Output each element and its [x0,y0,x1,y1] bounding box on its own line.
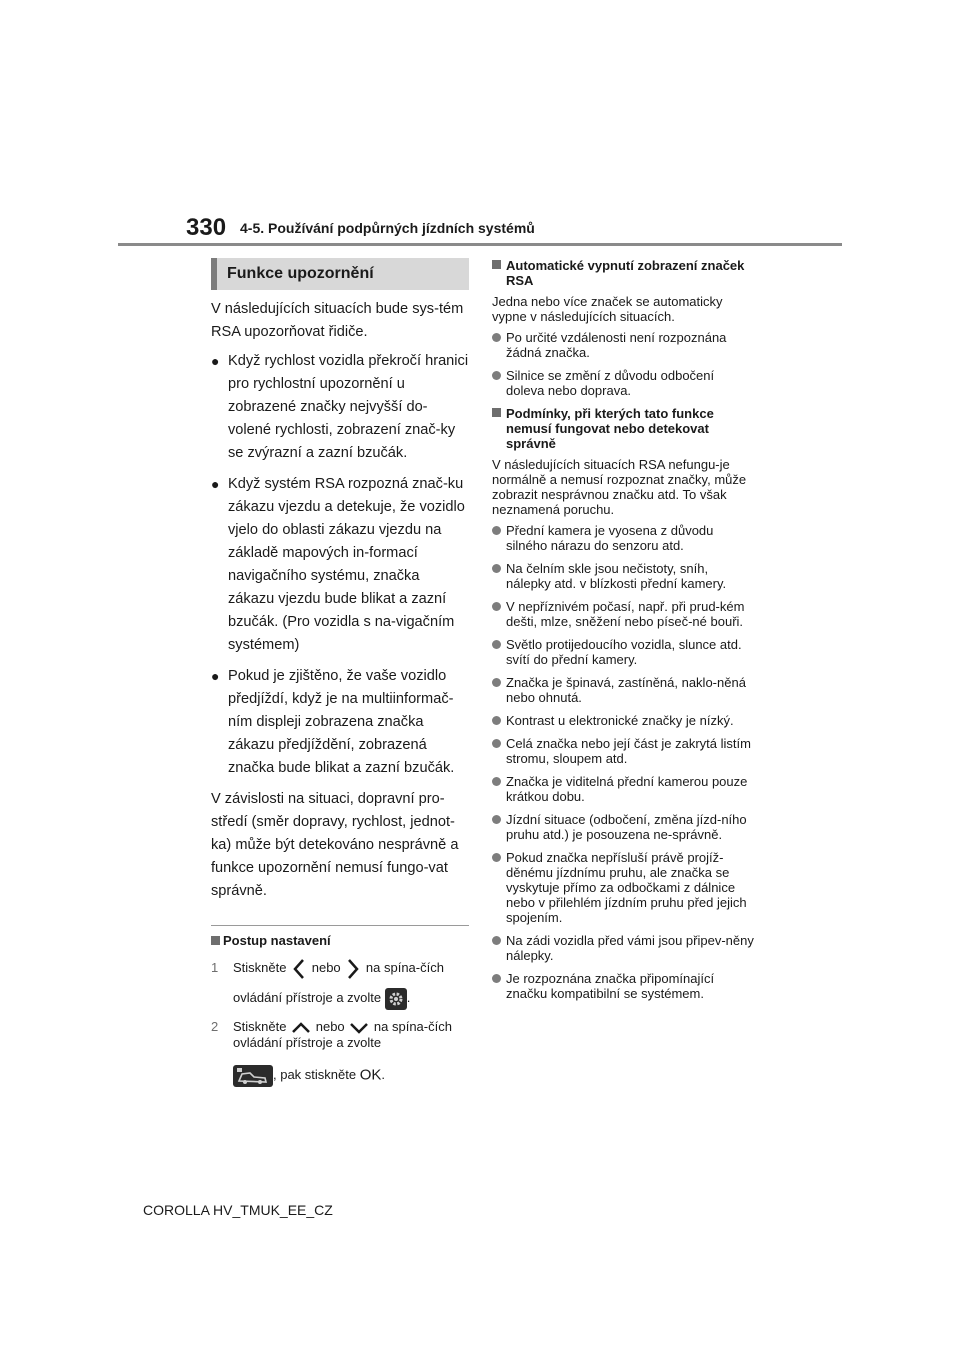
step-text: nebo [315,1019,345,1034]
step-number: 2 [211,1019,219,1034]
procedure-heading-text: Postup nastavení [223,933,331,948]
bullet-icon [492,678,501,687]
list-item-text: Pokud značka nepřísluší právě projíž-děnému jízdnímu pruhu, ale značka se vyskytuje přímo za odbočkami z dálnice nebo v přilehlém jízdním pruhu před jejich spojením. [506,850,747,925]
section-title: Funkce upozornění [211,258,469,290]
list-item-text: Silnice se změní z důvodu odbočení doleva nebo doprava. [506,368,715,398]
step-text: nebo [311,960,341,975]
list-item-text: Po určité vzdálenosti není rozpoznána žádná značka. [506,330,727,360]
list-item-text: Značka je špinavá, zastíněná, naklo-něná nebo ohnutá. [506,675,746,705]
list-item [492,330,754,360]
list-item [492,637,754,667]
left-column [211,258,469,1088]
auto-off-text: Jedna nebo více značek se automaticky vypne v následujících situacích. [492,294,723,324]
bullet-icon [492,739,501,748]
step-text: . [381,1067,386,1082]
step-1 [211,953,469,1013]
list-item-text: Je rozpoznána značka připomínající značku kompatibilní se systémem. [506,971,715,1001]
page-number: 330 [186,214,227,241]
list-item [492,523,754,553]
bullet-icon: ● [211,353,220,369]
step-text: Stiskněte [233,1019,287,1034]
list-item-text: Světlo protijedoucího vozidla, slunce atd. svítí do přední kamery. [506,637,742,667]
square-bullet-icon [492,408,501,417]
right-column [492,258,754,1009]
square-bullet-icon [492,260,501,269]
bullet-icon [492,853,501,862]
list-item-text: V nepříznivém počasí, např. při prud-kém dešti, mlze, sněžení nebo píseč-né bouři. [506,599,745,629]
step-text: na spína-čích ovládání přístroje a zvolte [233,1019,452,1050]
conditions-text: V následujících situacích RSA nefungu-je normálně a nemusí rozpoznat značky, může zobrazit nesprávnou značku atd. To však neznamená poruchu. [492,457,747,517]
section-divider [211,925,469,926]
footer-model: COROLLA HV_TMUK_EE_CZ [143,1202,333,1218]
list-item [492,812,754,842]
auto-off-heading-text: Automatické vypnutí zobrazení značek RSA [506,258,745,288]
chevron-left-icon [290,957,308,981]
bullet-icon [492,564,501,573]
list-item [492,933,754,963]
chapter-title: 4-5. Používání podpůrných jízdních systémů [240,220,535,236]
chevron-down-icon [348,1021,370,1035]
bullet-icon [492,333,501,342]
step-text: . [406,990,411,1005]
procedure-heading [211,933,469,949]
auto-off-list [492,330,754,398]
intro-paragraph: V následujících situacích bude sys-tém RSA upozorňovat řidiče. [211,301,464,340]
ok-button-symbol: OK [359,1066,382,1084]
step-number: 1 [211,960,219,975]
step-text: Stiskněte [233,960,287,975]
settings-gear-icon [385,988,407,1010]
bullet-icon: ● [211,476,220,492]
list-item [211,473,469,657]
list-item [492,675,754,705]
step-2-continuation [233,1063,469,1088]
bullet-icon [492,526,501,535]
auto-off-heading [492,258,754,288]
bullet-icon [492,371,501,380]
list-item-text: Pokud je zjištěno, že vaše vozidlo předjíždí, když je na multiinformač-ním displeji zobrazena značka zákazu předjíždění, zobrazená značka bude blikat a zazní bzučák. [228,668,455,776]
step-text: , pak stiskněte [273,1067,357,1082]
bullet-icon [492,974,501,983]
header-rule [118,243,842,246]
step-2 [211,1019,469,1088]
bullet-icon: ● [211,668,220,684]
list-item [492,971,754,1001]
step-text: na spína-čích ovládání přístroje a zvolte [233,960,444,1005]
list-item [492,713,754,728]
bullet-icon [492,602,501,611]
list-item-text: Značka je viditelná přední kamerou pouze krátkou dobu. [506,774,748,804]
bullet-icon [492,936,501,945]
conditions-list [492,523,754,1001]
list-item [492,561,754,591]
chevron-right-icon [344,957,362,981]
list-item [211,665,469,780]
list-item [211,350,469,465]
list-item-text: Na zádi vozidla před vámi jsou připev-něny nálepky. [506,933,754,963]
procedure-steps [211,953,469,1088]
bullet-icon [492,777,501,786]
situation-paragraph: V závislosti na situaci, dopravní pro-středí (směr dopravy, rychlost, jednot-ka) může být detekováno nesprávně a funkce upozornění nemusí fungo-vat správně. [211,791,459,899]
list-item [492,368,754,398]
list-item-text: Když systém RSA rozpozná znač-ku zákazu vjezdu a detekuje, že vozidlo vjelo do oblasti zákazu vjezdu na základě mapových in-formací navigačního systému, značka zákazu vjezdu bude blikat a zazní bzučák. (Pro vozidla s na-vigačním systémem) [228,476,465,653]
bullet-icon [492,716,501,725]
list-item-text: Jízdní situace (odbočení, změna jízd-ního pruhu atd.) je posouzena ne-správně. [506,812,747,842]
bullet-icon [492,815,501,824]
warning-list [211,350,469,780]
chevron-up-icon [290,1021,312,1035]
list-item-text: Když rychlost vozidla překročí hranici pro rychlostní upozornění u zobrazené značky nejvyšší do-volené rychlosti, zobrazení znač-ky se zvýrazní a zazní bzučák. [228,353,469,461]
list-item [492,599,754,629]
list-item [492,850,754,925]
list-item-text: Přední kamera je vyosena z důvodu silného nárazu do senzoru atd. [506,523,714,553]
list-item-text: Celá značka nebo její část je zakrytá listím stromu, sloupem atd. [506,736,751,766]
bullet-icon [492,640,501,649]
list-item [492,736,754,766]
list-item [492,774,754,804]
list-item-text: Na čelním skle jsou nečistoty, sníh, nálepky atd. v blízkosti přední kamery. [506,561,727,591]
conditions-heading-text: Podmínky, při kterých tato funkce nemusí fungovat nebo detekovat správně [506,406,714,451]
square-bullet-icon [211,936,220,945]
list-item-text: Kontrast u elektronické značky je nízký. [506,713,734,728]
driving-assist-car-icon [233,1065,273,1087]
conditions-heading [492,406,754,451]
